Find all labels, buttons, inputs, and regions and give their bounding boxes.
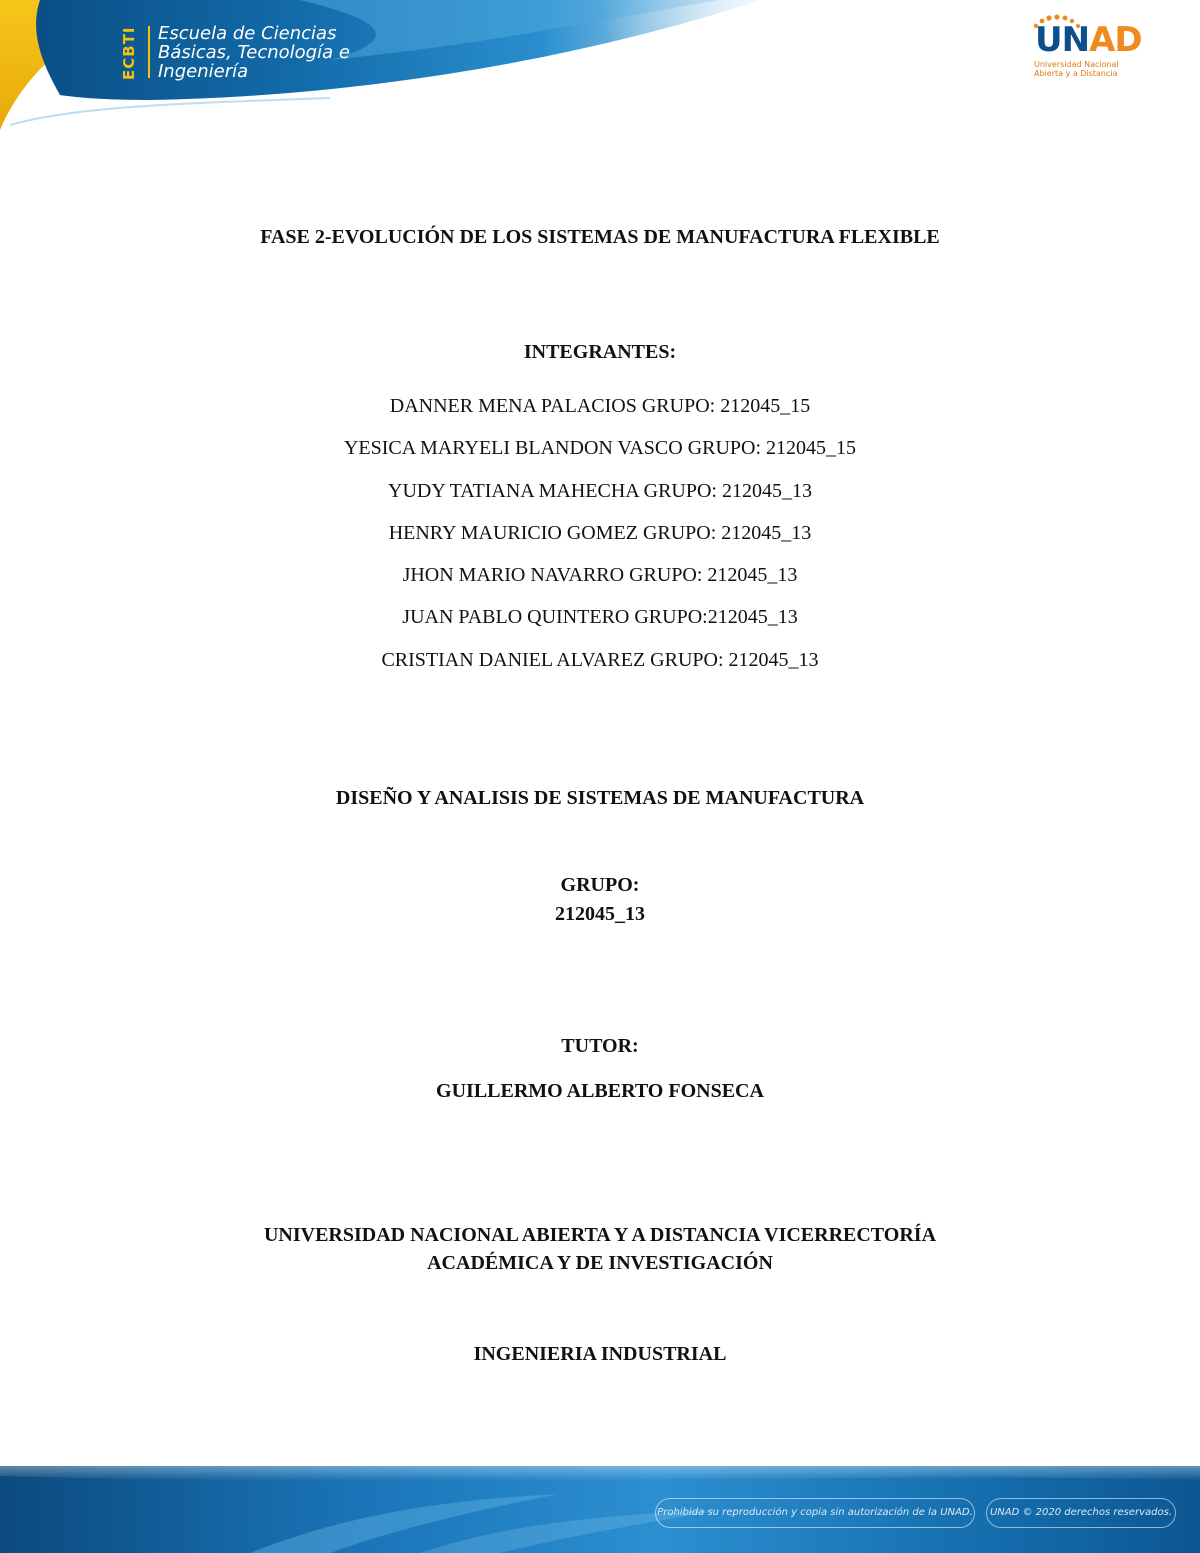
unad-logo-n: N <box>1061 20 1090 60</box>
members-list <box>0 394 1200 690</box>
unad-logo-subtitle-line-1: Universidad Nacional <box>1034 60 1119 69</box>
member-item: YUDY TATIANA MAHECHA GRUPO: 212045_13 <box>388 479 812 502</box>
document-title: FASE 2-EVOLUCIÓN DE LOS SISTEMAS DE MANUFACTURA FLEXIBLE <box>260 226 940 248</box>
unad-logo-subtitle-line-2: Abierta y a Distancia <box>1034 69 1118 78</box>
member-item: DANNER MENA PALACIOS GRUPO: 212045_15 <box>389 395 811 417</box>
university-line-2: ACADÉMICA Y DE INVESTIGACIÓN <box>427 1252 773 1274</box>
ecbti-badge: ECBTI <box>120 26 138 80</box>
members-heading: INTEGRANTES: <box>523 341 677 363</box>
school-name <box>158 24 350 81</box>
ecbti-divider <box>148 26 150 78</box>
unad-logo-ad: AD <box>1089 20 1142 60</box>
program-name: INGENIERIA INDUSTRIAL <box>473 1343 727 1365</box>
footer-notice: Prohibida su reproducción y copia sin autorización de la UNAD. <box>655 1498 975 1528</box>
university-line-1: UNIVERSIDAD NACIONAL ABIERTA Y A DISTANCIA VICERRECTORÍA <box>263 1224 937 1246</box>
tutor-label: TUTOR: <box>561 1035 639 1057</box>
member-item: JHON MARIO NAVARRO GRUPO: 212045_13 <box>402 564 798 587</box>
school-name-line-2: Básicas, Tecnología e <box>158 42 350 63</box>
tutor-name: GUILLERMO ALBERTO FONSECA <box>436 1080 764 1102</box>
unad-logo-wordmark <box>1035 20 1142 60</box>
footer-copyright: UNAD © 2020 derechos reservados. <box>986 1498 1176 1528</box>
member-item: YESICA MARYELI BLANDON VASCO GRUPO: 212045_15 <box>343 437 857 460</box>
group-value: 212045_13 <box>555 903 645 925</box>
course-name: DISEÑO Y ANALISIS DE SISTEMAS DE MANUFACTURA <box>335 787 865 809</box>
member-item: JUAN PABLO QUINTERO GRUPO:212045_13 <box>402 606 798 629</box>
member-item: CRISTIAN DANIEL ALVAREZ GRUPO: 212045_13 <box>381 648 819 671</box>
school-name-line-3: Ingeniería <box>158 61 249 82</box>
unad-logo-u: U <box>1035 20 1062 60</box>
school-name-line-1: Escuela de Ciencias <box>158 23 337 44</box>
unad-logo-subtitle <box>1034 60 1119 78</box>
group-label: GRUPO: <box>560 874 640 896</box>
member-item: HENRY MAURICIO GOMEZ GRUPO: 212045_13 <box>388 521 812 544</box>
